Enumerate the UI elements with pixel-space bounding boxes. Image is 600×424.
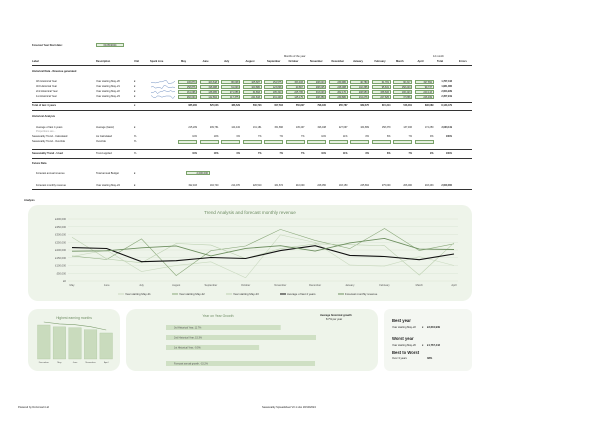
month-header-june: June <box>202 60 209 63</box>
hist-row-3-value-8[interactable]: 262,170 <box>329 90 348 94</box>
yoy-bar-label: 1st Historical Year, -9.5% <box>174 346 201 350</box>
avg-value-3: 124,432 <box>231 126 240 129</box>
override-value-7[interactable] <box>307 140 326 144</box>
highest-x-label: November <box>85 362 96 364</box>
calc-value-12: 9% <box>430 135 434 138</box>
month-header-may: May <box>181 60 187 63</box>
avg-value-10: 158,379 <box>381 126 391 129</box>
hist-row-1-value-total: 1,767,443 <box>441 80 452 83</box>
hist-row-label: 4th Historical Year <box>36 80 57 83</box>
calc-value-1: 10% <box>192 135 197 138</box>
calc-value-11: 7% <box>408 135 412 138</box>
hist-row-1-value-2[interactable]: 103,618 <box>200 80 219 84</box>
highest-x-label: April <box>104 362 109 364</box>
highest-bar-3 <box>69 328 82 359</box>
yoy-chart-title: Year on Year Growth <box>202 314 234 318</box>
trend-y-tick: £150,000 <box>55 256 66 260</box>
highest-months-panel <box>28 309 120 371</box>
highest-bar-2 <box>53 327 66 359</box>
col-label: Label <box>32 60 39 63</box>
hist-row-3-value-1[interactable]: 161,096 <box>178 90 197 94</box>
override-value-5[interactable] <box>264 140 283 144</box>
hist-row-4-value-7[interactable]: 208,359 <box>307 95 326 99</box>
hist-row-3-value-9[interactable]: 208,953 <box>350 90 369 94</box>
hist-row-2-value-11[interactable]: 158,243 <box>393 85 412 89</box>
start-date-input[interactable]: 01/05/2024 <box>96 43 124 47</box>
yoy-bar-label: 2nd Historical Year, 15.3% <box>174 336 202 340</box>
highest-x-label: December <box>38 362 49 364</box>
avg-value-8: 227,697 <box>338 126 348 129</box>
monthly-value-1: 192,403 <box>188 184 197 187</box>
hist-row-1-value-7[interactable]: 208,043 <box>307 80 326 84</box>
annual-input[interactable]: 2,000,000 <box>186 171 210 175</box>
season-value-7: 10% <box>321 152 326 155</box>
trend-y-tick: £0 <box>63 280 66 283</box>
override-value-2[interactable] <box>200 140 219 144</box>
hist-row-desc: Year starting May-22 <box>96 90 120 93</box>
hist-row-1-value-5[interactable]: 154,575 <box>264 80 283 84</box>
override-label: Seasonality Trend - Override <box>32 140 66 143</box>
best-value: £2,604,939 <box>427 326 440 329</box>
calc-value-3: 6% <box>236 135 240 138</box>
season-label: Seasonality Trend - Used <box>32 152 63 155</box>
month-header-april: April <box>417 60 424 63</box>
trend-legend-label: Year starting May-22 <box>179 292 205 296</box>
hist-row-1-value-6[interactable]: 153,933 <box>286 80 305 84</box>
footer-center: Seasonality Spreadsheet V0.1.xlsx 18/10/2024 <box>262 406 316 409</box>
month-header-november: November <box>310 60 323 63</box>
hist-row-2-value-9[interactable]: 102,365 <box>350 85 369 89</box>
highest-bar-4 <box>84 330 97 359</box>
calc-unit: % <box>134 135 137 138</box>
best-title: Best year <box>392 318 411 323</box>
col-spark: Spark Line <box>150 60 164 63</box>
hist-row-3-value-7[interactable]: 333,003 <box>307 90 326 94</box>
monthly-value-8: 193,150 <box>338 184 348 187</box>
override-value-3[interactable] <box>221 140 240 144</box>
season-value-8: 11% <box>342 152 348 155</box>
override-value-11[interactable] <box>393 140 412 144</box>
avg-value-4: 131,181 <box>252 126 262 129</box>
override-value-9[interactable] <box>350 140 369 144</box>
calc-value-10: 8% <box>387 135 391 138</box>
trend-y-tick: £350,000 <box>55 225 66 229</box>
hist-row-4-value-3[interactable]: 117,375 <box>221 95 240 99</box>
hist-row-desc: Year starting May-23 <box>96 95 120 98</box>
hist-row-1-value-1[interactable]: 106,873 <box>178 80 197 84</box>
hist-row-4-value-9[interactable]: 234,276 <box>350 95 369 99</box>
hist-total-value-11: 546,061 <box>403 104 412 107</box>
trend-x-tick: March <box>415 284 423 287</box>
trend-chart <box>28 205 472 301</box>
hist-total-value-3: 486,529 <box>231 104 240 107</box>
monthly-value-6: 210,000 <box>295 184 305 187</box>
season-value-1: 10% <box>192 152 197 155</box>
hist-total-value-8: 955,787 <box>338 104 348 107</box>
btw-value: 38% <box>427 357 433 360</box>
hist-row-4-value-11[interactable]: 37,866 <box>393 95 412 99</box>
twelve-month-header: 12 month <box>433 55 444 58</box>
trend-y-tick: £200,000 <box>55 249 66 252</box>
avg-desc: Average (basic) <box>96 126 115 129</box>
sparkline-line <box>151 80 175 83</box>
override-value-8[interactable] <box>329 140 348 144</box>
hist-row-2-value-2[interactable]: 198,988 <box>200 85 219 89</box>
hist-row-3-value-10[interactable]: 338,606 <box>372 90 391 94</box>
month-header-february: February <box>374 60 386 63</box>
season-value-9: 8% <box>365 152 369 155</box>
yoy-bar-label: 3rd Historical Year, 11.7% <box>174 326 202 330</box>
yoy-bar-label: Forecast annual growth, -15.2% <box>174 362 208 366</box>
avg-value-6: 145,407 <box>295 126 305 129</box>
hist-row-3-value-5[interactable]: 195,340 <box>264 90 283 94</box>
hist-row-3-value-6[interactable]: 225,786 <box>286 90 305 94</box>
monthly-value-7: 228,050 <box>317 184 326 187</box>
hist-row-desc: Year starting May-21 <box>96 85 120 88</box>
hist-total-value-1: 685,900 <box>188 104 197 107</box>
hist-row-1-value-11[interactable]: 90,317 <box>393 80 412 84</box>
trend-x-tick: December <box>309 284 322 287</box>
hist-row-1-value-9[interactable]: 40,780 <box>350 80 369 84</box>
months-header: Months of the year <box>284 55 306 58</box>
hist-row-2-value-4[interactable]: 100,880 <box>243 85 262 89</box>
avg-value-5: 151,896 <box>274 126 283 129</box>
worst-value: £1,767,443 <box>427 344 440 347</box>
yoy-panel <box>126 309 378 371</box>
hist-row-1-value-8[interactable]: 239,980 <box>329 80 348 84</box>
monthly-value-2: 194,740 <box>209 184 219 187</box>
sparkline-line <box>151 95 175 98</box>
hist-row-3-value-4[interactable]: 34,893 <box>243 90 262 94</box>
hist-row-4-value-4[interactable]: 241,843 <box>243 95 262 99</box>
season-value-4: 7% <box>258 152 262 155</box>
btw-title: Best to Worst <box>392 350 420 355</box>
hist-row-2-value-7[interactable]: 298,005 <box>307 85 326 89</box>
hist-total-value-5: 607,564 <box>274 104 283 107</box>
season-value-3: 6% <box>236 152 240 155</box>
trend-x-tick: September <box>204 284 218 287</box>
growth-summary-value: 8.7% per year <box>326 318 343 321</box>
season-value-10: 8% <box>387 152 391 155</box>
trend-x-tick: November <box>274 284 287 287</box>
season-value-5: 7% <box>279 152 283 155</box>
avg-value-12: 174,250 <box>424 126 434 129</box>
calc-value-7: 10% <box>321 135 326 138</box>
season-value-11: 7% <box>408 152 412 155</box>
sparkline <box>151 90 175 94</box>
monthly-label: Forecast monthly revenue <box>36 184 66 187</box>
annual-label: Forecast annual revenue <box>36 172 65 175</box>
hist-row-4-value-12[interactable]: 246,499 <box>415 95 434 99</box>
season-unit: % <box>134 152 137 155</box>
month-header-july: July <box>224 60 230 63</box>
hist-row-2-value-8[interactable]: 248,088 <box>329 85 348 89</box>
override-value-4[interactable] <box>243 140 262 144</box>
hist-row-3-value-2[interactable]: 138,965 <box>200 90 219 94</box>
hist-row-4-value-6[interactable]: 145,175 <box>286 95 305 99</box>
total-header: Total <box>437 60 444 63</box>
month-header-january: January <box>353 60 363 63</box>
highest-chart-title: Highest earning months <box>56 316 92 320</box>
calc-value-5: 7% <box>279 135 283 138</box>
hist-row-1-value-4[interactable]: 105,687 <box>243 80 262 84</box>
hist-row-4-value-2[interactable]: 142,864 <box>200 95 219 99</box>
col-description: Description <box>96 60 111 63</box>
sparkline <box>151 80 175 84</box>
hist-row-2-value-3[interactable]: 61,003 <box>221 85 240 89</box>
trend-x-tick: August <box>172 284 181 287</box>
worst-unit: £ <box>422 344 424 347</box>
hist-row-2-value-6[interactable]: 20,867 <box>286 85 305 89</box>
highest-x-label: June <box>72 362 78 364</box>
season-value-12: 9% <box>430 152 434 155</box>
calc-value-9: 8% <box>365 135 369 138</box>
hist-total-value-12: 696,089 <box>424 104 434 107</box>
override-desc: Override <box>96 140 106 143</box>
hist-row-3-value-3[interactable]: 271,656 <box>221 90 240 94</box>
season-value-2: 10% <box>213 152 219 155</box>
errors-header: Errors <box>459 60 467 63</box>
hist-row-2-value-total: 1,881,086 <box>441 85 452 88</box>
historical-title: Historical Data - Revenue generated <box>32 70 77 73</box>
trend-y-tick: £250,000 <box>55 241 66 245</box>
historical-total-label: Total of last 4 years <box>32 104 57 107</box>
trend-x-tick: February <box>379 284 390 287</box>
hist-total-value-9: 689,675 <box>360 104 369 107</box>
hist-row-2-value-12[interactable]: 99,737 <box>415 85 434 89</box>
hist-row-label: 1st Historical Year <box>36 95 57 98</box>
hist-row-unit: £ <box>134 80 136 83</box>
hist-row-unit: £ <box>134 90 136 93</box>
avg-label: Average of last 4 years <box>36 126 63 129</box>
hist-row-unit: £ <box>134 95 136 98</box>
monthly-value-9: 245,864 <box>360 184 369 187</box>
trend-chart-title: Trend Analysis and forecast monthly revenue <box>204 210 296 215</box>
trend-y-tick: £100,000 <box>55 264 66 268</box>
future-title: Future Data <box>32 162 47 165</box>
season-desc: Trend applied <box>96 152 112 155</box>
calc-value-2: 10% <box>213 135 219 138</box>
hist-row-unit: £ <box>134 85 136 88</box>
override-value-1[interactable] <box>178 140 197 144</box>
hist-row-3-value-12[interactable]: 240,143 <box>415 90 434 94</box>
annual-unit: £ <box>134 172 136 175</box>
monthly-value-11: 206,000 <box>403 184 412 187</box>
hist-row-1-value-12[interactable]: 197,652 <box>415 80 434 84</box>
monthly-value-10: 275,000 <box>381 184 391 187</box>
month-header-october: October <box>288 60 299 63</box>
avg-value-11: 137,466 <box>403 126 412 129</box>
trend-x-tick: April <box>451 284 457 287</box>
trend-legend-label: Average of last 4 years <box>287 292 316 296</box>
override-value-6[interactable] <box>286 140 305 144</box>
month-header-december: December <box>331 60 345 63</box>
hist-total-value-total: 8,133,479 <box>441 104 452 107</box>
monthly-desc: Year starting May-24 <box>96 184 120 187</box>
monthly-value-total: 2,000,000 <box>441 184 452 187</box>
monthly-value-3: 214,070 <box>231 184 240 187</box>
avg-value-2: 209,761 <box>209 126 219 129</box>
trend-x-tick: May <box>69 284 75 287</box>
month-header-march: March <box>396 60 404 63</box>
hist-row-4-value-5[interactable]: 231,446 <box>264 95 283 99</box>
trend-series-line-5 <box>72 238 454 256</box>
season-value-total: 100% <box>445 152 452 155</box>
trend-y-tick: £400,000 <box>55 218 66 221</box>
calc-value-total: 100% <box>445 135 452 138</box>
trend-x-tick: October <box>241 284 251 287</box>
trend-legend-label: Forecast monthly revenue <box>345 292 378 296</box>
monthly-value-12: 203,433 <box>424 184 434 187</box>
highest-x-label: May <box>57 362 62 364</box>
analysis-title: Historical Analysis <box>32 115 56 118</box>
override-value-10[interactable] <box>372 140 391 144</box>
start-date-label: Forecast Year Start date: <box>32 44 63 47</box>
trend-y-tick: £300,000 <box>55 233 66 237</box>
hist-row-1-value-10[interactable]: 61,781 <box>372 80 391 84</box>
hist-row-2-value-5[interactable]: 123,808 <box>264 85 283 89</box>
hist-row-3-value-total: 2,604,939 <box>441 90 452 93</box>
trend-chart-panel <box>28 205 472 301</box>
avg-note: Proportions are... <box>36 130 56 133</box>
avg-value-7: 196,048 <box>317 126 326 129</box>
growth-summary-title: Average historical growth <box>320 314 352 317</box>
hist-row-4-value-1[interactable]: 282,004 <box>178 95 197 99</box>
calc-value-8: 11% <box>342 135 348 138</box>
calc-value-6: 7% <box>301 135 305 138</box>
hist-total-value-7: 798,180 <box>317 104 326 107</box>
sparkline-line <box>151 90 175 93</box>
hist-row-4-value-8[interactable]: 239,880 <box>329 95 348 99</box>
hist-row-label: 2nd Historical Year <box>36 90 58 93</box>
historical-total-unit: £ <box>134 104 136 107</box>
calc-desc: As Calculated <box>96 135 113 138</box>
hist-row-4-value-total: 2,357,919 <box>441 95 452 98</box>
worst-title: Worst year <box>392 336 414 341</box>
highest-months-chart <box>28 309 120 371</box>
best-unit: £ <box>422 326 424 329</box>
monthly-value-5: 161,874 <box>274 184 283 187</box>
month-header-september: September <box>267 60 281 63</box>
best-worst-panel <box>384 309 472 371</box>
hist-row-label: 3rd Historical Year <box>36 85 58 88</box>
monthly-unit: £ <box>134 184 136 187</box>
btw-label: Over 3 years <box>392 357 407 360</box>
hist-row-2-value-1[interactable]: 158,876 <box>178 85 197 89</box>
avg-value-total: 2,030,119 <box>441 126 452 129</box>
trend-legend-label: Year starting May-21 <box>125 292 151 296</box>
worst-label: Year starting May-20 <box>392 344 416 347</box>
sparkline <box>151 95 175 99</box>
trend-x-tick: June <box>103 284 110 287</box>
avg-value-1: 215,209 <box>188 126 197 129</box>
best-label: Year starting May-22 <box>392 326 416 329</box>
hist-row-4-value-10[interactable]: 227,825 <box>372 95 391 99</box>
sparkline <box>151 85 175 89</box>
trend-x-tick: July <box>139 284 144 287</box>
sparkline-line <box>151 85 175 88</box>
hist-total-value-4: 530,723 <box>252 104 262 107</box>
hist-total-value-10: 615,314 <box>381 104 391 107</box>
month-header-august: August <box>245 60 255 63</box>
avg-value-9: 164,869 <box>360 126 369 129</box>
annual-desc: Total annual Budget <box>96 172 119 175</box>
avg-unit: £ <box>134 126 136 129</box>
trend-x-tick: January <box>345 284 355 287</box>
footer-left: Powered by DoConsult Ltd <box>18 406 49 409</box>
hist-row-desc: Year starting May-20 <box>96 80 120 83</box>
calc-label: Seasonality Trend - Calculated <box>32 135 68 138</box>
hist-total-value-6: 550,827 <box>295 104 305 107</box>
hist-total-value-2: 525,046 <box>209 104 219 107</box>
trend-legend-label: Year starting May-23 <box>233 292 259 296</box>
analysis-section-title: Analysis <box>24 199 35 202</box>
hist-row-3-value-11[interactable]: 196,423 <box>393 90 412 94</box>
season-value-6: 7% <box>301 152 305 155</box>
col-unit: Unit <box>134 60 140 63</box>
override-value-12[interactable] <box>415 140 434 144</box>
hist-row-1-value-3[interactable]: 86,008 <box>221 80 240 84</box>
highest-bar-5 <box>100 333 113 359</box>
trend-y-tick: £50,000 <box>56 272 66 276</box>
override-unit: % <box>134 140 137 143</box>
calc-value-4: 7% <box>258 135 262 138</box>
trend-series-line-2 <box>72 229 454 276</box>
highest-bar-1 <box>38 325 51 359</box>
hist-row-2-value-10[interactable]: 95,831 <box>372 85 391 89</box>
monthly-value-4: 226,510 <box>252 184 262 187</box>
